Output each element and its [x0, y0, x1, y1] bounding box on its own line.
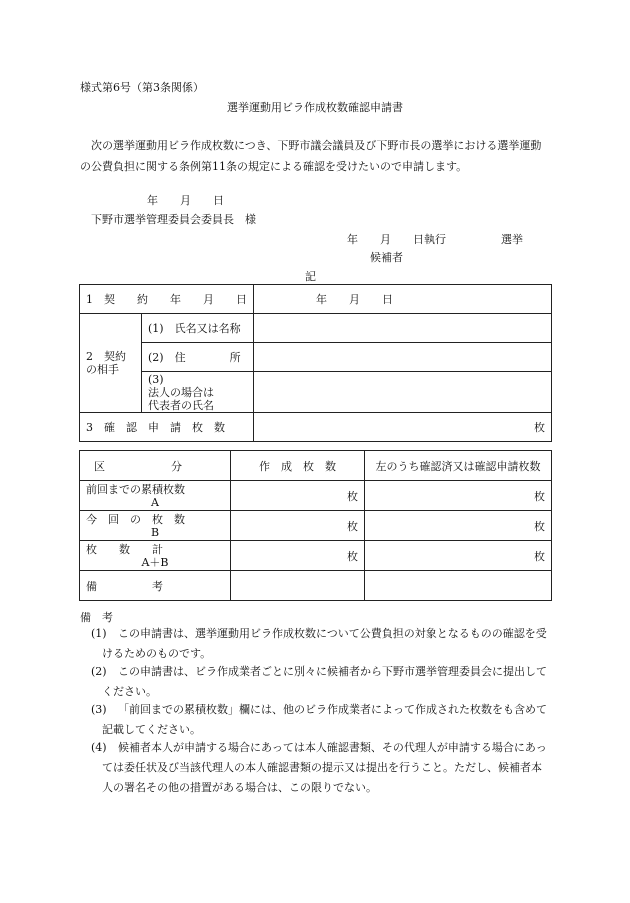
form-number: 様式第6号（第3条関係） [80, 81, 204, 94]
intro-paragraph: 次の選挙運動用ビラ作成枚数につき、下野市議会議員及び下野市長の選挙における選挙運動の公費負担に関する条例第11条の規定による確認を受けたいので申請します。 [80, 139, 542, 173]
note-item [80, 700, 550, 740]
row-label: 今 回 の 枚 数 [86, 512, 185, 526]
table-row [80, 511, 552, 541]
count-table [79, 450, 552, 601]
row-sub: A [151, 495, 159, 509]
remarks-field-2[interactable] [365, 571, 552, 601]
note-text: 「前回までの累積枚数」欄には、他のビラ作成業者によって作成された枚数をも含めて記載してください。 [102, 703, 547, 736]
row-sub: B [150, 525, 160, 539]
produced-field[interactable] [231, 511, 365, 541]
header-produced: 作 成 枚 数 [231, 451, 365, 481]
note-text: この申請書は、ビラ作成業者ごとに別々に候補者から下野市選挙管理委員会に提出してください。 [102, 665, 547, 698]
row-label: 枚 数 計 [86, 542, 163, 556]
remarks-label: 備 考 [80, 571, 231, 601]
remarks-field[interactable] [231, 571, 365, 601]
note-number: (4) [91, 741, 107, 754]
rep-number: (3) [148, 372, 164, 386]
table-row [80, 372, 552, 413]
address-field[interactable] [254, 343, 552, 372]
row-sub: A＋B [141, 555, 169, 569]
confirmed-field[interactable] [365, 481, 552, 511]
election-line: 年 月 日執行 選挙 [347, 233, 523, 246]
name-field[interactable] [254, 314, 552, 343]
unit-label: 枚 [347, 519, 358, 533]
contract-date-value[interactable]: 年 月 日 [254, 285, 552, 314]
table-row [80, 314, 552, 343]
unit-label: 枚 [534, 489, 545, 503]
table-row [80, 285, 552, 314]
candidate-label: 候補者 [370, 251, 403, 264]
unit-label: 枚 [534, 519, 545, 533]
note-number: (1) [91, 627, 107, 640]
rep-label: 法人の場合は代表者の氏名 [148, 385, 214, 412]
party-table [79, 313, 552, 442]
note-item [80, 662, 550, 702]
count-label: 3 確 認 申 請 枚 数 [80, 412, 254, 441]
note-item [80, 738, 550, 798]
header-category: 区 分 [80, 451, 231, 481]
addressee: 下野市選挙管理委員会委員長 様 [91, 213, 256, 226]
table-row [80, 541, 552, 571]
note-item [80, 624, 550, 664]
rep-field[interactable] [254, 372, 552, 413]
header-confirmed: 左のうち確認済又は確認申請枚数 [365, 451, 552, 481]
contract-date-label: 1 契 約 年 月 日 [80, 285, 254, 314]
name-label: (1) 氏名又は名称 [142, 314, 254, 343]
notes-label: 備 考 [80, 611, 113, 624]
table-row [80, 343, 552, 372]
unit-label: 枚 [534, 420, 545, 434]
table-row [80, 412, 552, 441]
table-row [80, 571, 552, 601]
ki-label: 記 [305, 270, 316, 283]
table-header-row [80, 451, 552, 481]
note-number: (2) [91, 665, 107, 678]
party-label: 2 契約の相手 [80, 314, 142, 413]
produced-field[interactable] [231, 541, 365, 571]
note-text: この申請書は、選挙運動用ビラ作成枚数について公費負担の対象となるものの確認を受けるためのものです。 [102, 627, 547, 660]
date-line: 年 月 日 [147, 194, 224, 207]
confirmed-field[interactable] [365, 541, 552, 571]
produced-field[interactable] [231, 481, 365, 511]
document-title: 選挙運動用ビラ作成枚数確認申請書 [227, 101, 403, 114]
contract-table [79, 284, 552, 314]
count-field[interactable] [254, 412, 552, 441]
unit-label: 枚 [347, 489, 358, 503]
row-label: 前回までの累積枚数 [86, 482, 185, 496]
unit-label: 枚 [347, 549, 358, 563]
confirmed-field[interactable] [365, 511, 552, 541]
note-text: 候補者本人が申請する場合にあっては本人確認書類、その代理人が申請する場合にあっては委任状及び当該代理人の本人確認書類の提示又は提出を行うこと。ただし、候補者本人の署名その他の措置がある場合は、この限りでない。 [102, 741, 547, 794]
address-label: (2) 住 所 [142, 343, 254, 372]
note-number: (3) [91, 703, 107, 716]
unit-label: 枚 [534, 549, 545, 563]
table-row [80, 481, 552, 511]
